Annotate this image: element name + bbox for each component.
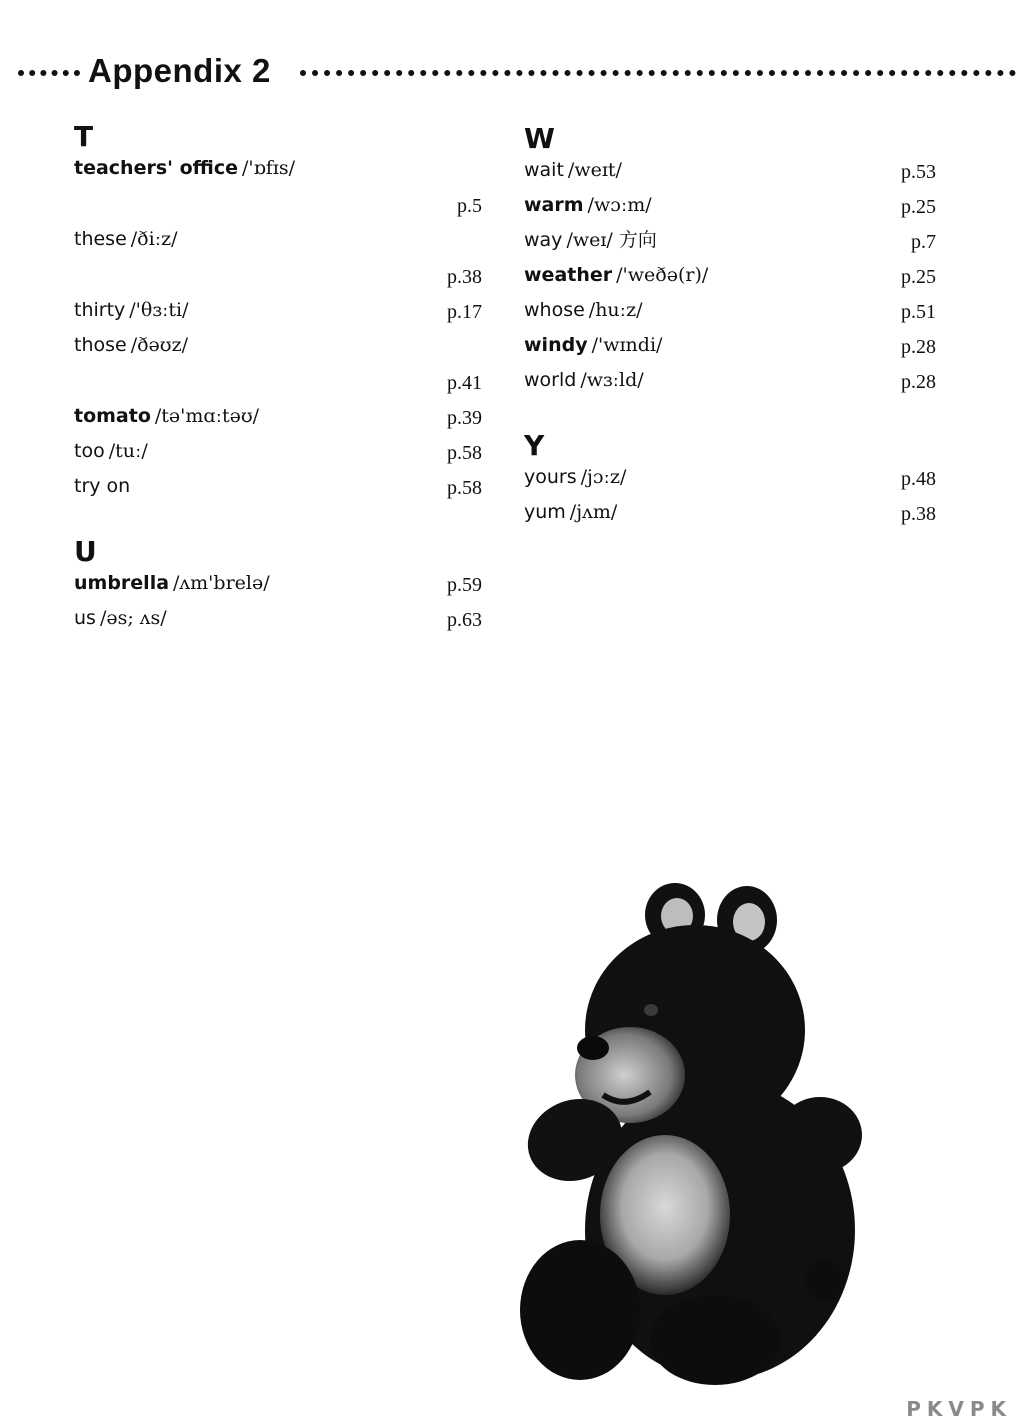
pronunciation: /weɪt/	[567, 159, 622, 181]
page-reference: p.7	[911, 231, 936, 253]
page-reference: p.58	[447, 477, 482, 499]
page-title: Appendix 2	[88, 52, 271, 89]
page-reference: p.38	[901, 503, 936, 525]
pronunciation: /tuː/	[108, 440, 148, 462]
headword: umbrella	[74, 572, 170, 594]
glossary-entry	[524, 226, 936, 261]
entry-text	[524, 333, 662, 357]
glossary-entry	[524, 498, 936, 533]
teddy-bear-icon	[515, 870, 875, 1390]
glossary-entry	[524, 331, 936, 366]
section-letter: W	[524, 122, 555, 155]
glossary-entry	[74, 225, 486, 296]
entry-text	[74, 156, 295, 180]
page-reference: p.59	[447, 574, 482, 596]
headword: world	[524, 369, 577, 391]
glossary-entry	[524, 191, 936, 226]
pronunciation: /jʌm/	[569, 501, 618, 523]
page-reference: p.58	[447, 442, 482, 464]
page-reference: p.28	[901, 371, 936, 393]
page-reference: p.48	[901, 468, 936, 490]
section-letter: U	[74, 535, 97, 568]
headword: weather	[524, 264, 613, 286]
entry-text	[74, 439, 148, 463]
headword: too	[74, 440, 105, 462]
section-letter: Y	[524, 429, 545, 462]
headword: way	[524, 229, 563, 251]
glossary-entry	[74, 472, 486, 507]
pronunciation: /'wɪndi/	[591, 334, 663, 356]
pronunciation: /wɜːld/	[580, 369, 644, 391]
glossary-entry	[524, 463, 936, 498]
headword: yum	[524, 501, 566, 523]
pronunciation: /weɪ/ 方向	[566, 229, 657, 251]
page-reference: p.25	[901, 196, 936, 218]
pronunciation: /ðiːz/	[130, 228, 178, 250]
pronunciation: /'θɜːti/	[129, 299, 189, 321]
entry-text	[74, 298, 189, 322]
entry-text	[74, 333, 188, 357]
headword: teachers' office	[74, 157, 238, 179]
section-gap	[524, 401, 936, 429]
entry-text	[524, 368, 644, 392]
header-dots-right	[300, 70, 1016, 76]
glossary-entry	[74, 402, 486, 437]
entry-text	[524, 228, 657, 252]
entry-text	[74, 606, 167, 630]
glossary-entry	[524, 156, 936, 191]
page-header	[18, 52, 1018, 98]
glossary-entry	[74, 437, 486, 472]
pronunciation: /'weðə(r)/	[616, 264, 709, 286]
headword: try on	[74, 475, 131, 497]
headword: windy	[524, 334, 588, 356]
pronunciation: /jɔːz/	[580, 466, 627, 488]
entry-text	[524, 263, 708, 287]
headword: thirty	[74, 299, 126, 321]
entry-text	[524, 158, 622, 182]
pronunciation: /əs; ʌs/	[99, 607, 167, 629]
glossary-entry	[74, 569, 486, 604]
headword: wait	[524, 159, 564, 181]
glossary-entry	[524, 296, 936, 331]
entry-text	[524, 465, 626, 489]
headword: whose	[524, 299, 585, 321]
page-reference: p.39	[447, 407, 482, 429]
glossary-column-left	[74, 120, 486, 639]
pronunciation: /huːz/	[588, 299, 643, 321]
watermark: PKVPK	[906, 1397, 1012, 1421]
page-reference: p.41	[447, 372, 482, 394]
page-reference: p.51	[901, 301, 936, 323]
page-reference: p.17	[447, 301, 482, 323]
glossary-entry	[74, 604, 486, 639]
headword: yours	[524, 466, 577, 488]
glossary-entry	[524, 366, 936, 401]
entry-text	[524, 298, 643, 322]
headword: us	[74, 607, 96, 629]
headword: warm	[524, 194, 584, 216]
pronunciation: /ðəʊz/	[130, 334, 188, 356]
entry-text	[524, 500, 617, 524]
headword: these	[74, 228, 127, 250]
entry-text	[74, 571, 270, 595]
pronunciation: /wɔːm/	[587, 194, 652, 216]
entry-text	[74, 404, 259, 428]
entry-text	[74, 474, 130, 498]
pronunciation: /tə'mɑːtəʊ/	[154, 405, 260, 427]
page-reference: p.25	[901, 266, 936, 288]
page-reference: p.53	[901, 161, 936, 183]
page-reference: p.28	[901, 336, 936, 358]
glossary-entry	[74, 331, 486, 402]
page-reference: p.38	[447, 266, 482, 288]
entry-text	[524, 193, 652, 217]
entry-text	[74, 227, 178, 251]
pronunciation: /'ɒfɪs/	[241, 157, 296, 179]
page-reference: p.5	[457, 195, 482, 217]
glossary-entry	[524, 261, 936, 296]
headword: those	[74, 334, 127, 356]
pronunciation: /ʌm'brelə/	[173, 572, 270, 594]
page-reference: p.63	[447, 609, 482, 631]
headword: tomato	[74, 405, 151, 427]
glossary-column-right	[524, 122, 936, 533]
header-dots-left	[18, 70, 80, 76]
glossary-entry	[74, 154, 486, 225]
section-letter: T	[74, 120, 94, 153]
section-gap	[74, 507, 486, 535]
glossary-entry	[74, 296, 486, 331]
